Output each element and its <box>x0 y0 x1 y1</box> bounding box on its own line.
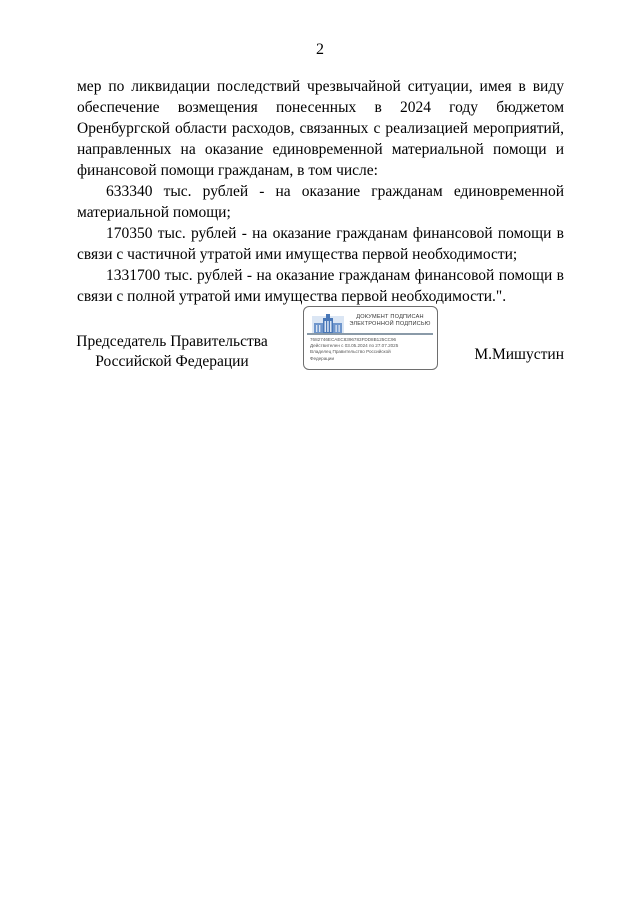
page-number: 2 <box>316 41 324 58</box>
signatory-name: М.Мишустин <box>474 346 564 363</box>
paragraph-item-2: 170350 тыс. рублей - на оказание гражданам финансовой помощи в связи с частичной утратой ими имущества первой необходимости; <box>77 225 564 263</box>
stamp-title-line1: ДОКУМЕНТ ПОДПИСАН <box>356 314 424 320</box>
stamp-title-line2: ЭЛЕКТРОННОЙ ПОДПИСЬЮ <box>349 321 431 327</box>
stamp-divider <box>307 333 433 335</box>
paragraph-item-1: 633340 тыс. рублей - на оказание гражданам единовременной материальной помощи; <box>77 183 564 221</box>
paragraph-intro: мер по ликвидации последствий чрезвычайной ситуации, имея в виду обеспечение возмещения понесенных в 2024 году бюджетом Оренбургской области расходов, связанных с реализацией мероприятий, направленных на оказание единовременной материальной помощи и финансовой помощи гражданам, в том числе: <box>77 78 564 179</box>
stamp-title <box>344 314 436 328</box>
stamp-details <box>310 337 436 362</box>
stamp-owner-line2: Федерации <box>310 355 335 361</box>
electronic-signature-stamp <box>303 306 438 370</box>
stamp-validity: Действителен с 03.05.2024 по 27.07.2025 <box>310 343 399 349</box>
signatory-position <box>72 332 272 372</box>
document-body <box>77 76 564 307</box>
signatory-position-line1: Председатель Правительства <box>76 333 268 350</box>
stamp-owner-line1: Владелец Правительство Российской <box>310 349 391 355</box>
government-building-icon <box>311 313 345 335</box>
paragraph-item-3: 1331700 тыс. рублей - на оказание гражданам финансовой помощи в связи с полной утратой ими имущества первой необходимости.". <box>77 267 564 305</box>
stamp-certificate: 7682746ECAEC8396783FDD8B125CC96 <box>310 337 397 342</box>
signatory-position-line2: Российской Федерации <box>95 353 249 370</box>
